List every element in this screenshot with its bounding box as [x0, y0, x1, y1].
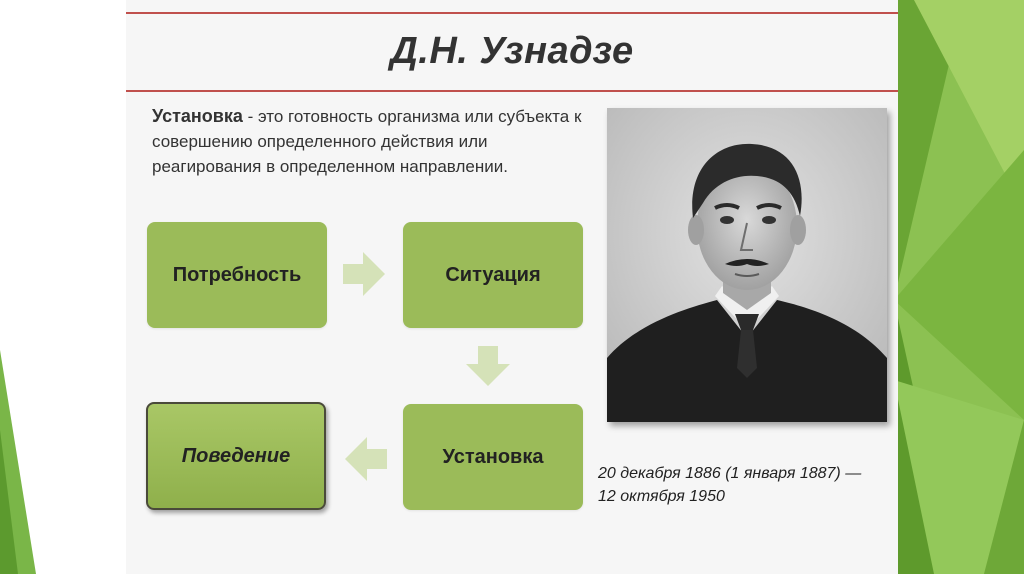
node-need — [147, 222, 327, 328]
definition-body: - это готовность организма или субъекта к совершению определенного действия или реагирования в определенном направлении. — [152, 107, 582, 176]
right-decoration — [894, 0, 1024, 574]
node-set-label: Установка — [442, 445, 544, 468]
arrow-left-icon — [345, 437, 387, 481]
node-situation-label: Ситуация — [445, 263, 541, 286]
node-need-label: Потребность — [172, 263, 302, 286]
arrow-right-icon — [343, 252, 385, 296]
life-dates — [598, 462, 898, 508]
node-situation — [403, 222, 583, 328]
dates-line-1: 20 декабря 1886 (1 января 1887) — — [598, 465, 862, 482]
left-decoration — [0, 0, 60, 574]
portrait-image — [607, 108, 887, 422]
definition-term: Установка — [152, 106, 243, 126]
dates-line-2: 12 октября 1950 — [598, 488, 725, 505]
portrait-photo — [607, 108, 887, 422]
definition-text — [152, 104, 582, 179]
title-underline — [126, 90, 898, 92]
top-rule — [126, 12, 898, 14]
node-behavior — [146, 402, 326, 510]
node-set — [403, 404, 583, 510]
arrow-down-icon — [466, 346, 510, 386]
slide-title: Д.Н. Узнадзе — [390, 30, 634, 72]
node-behavior-label: Поведение — [181, 444, 291, 467]
